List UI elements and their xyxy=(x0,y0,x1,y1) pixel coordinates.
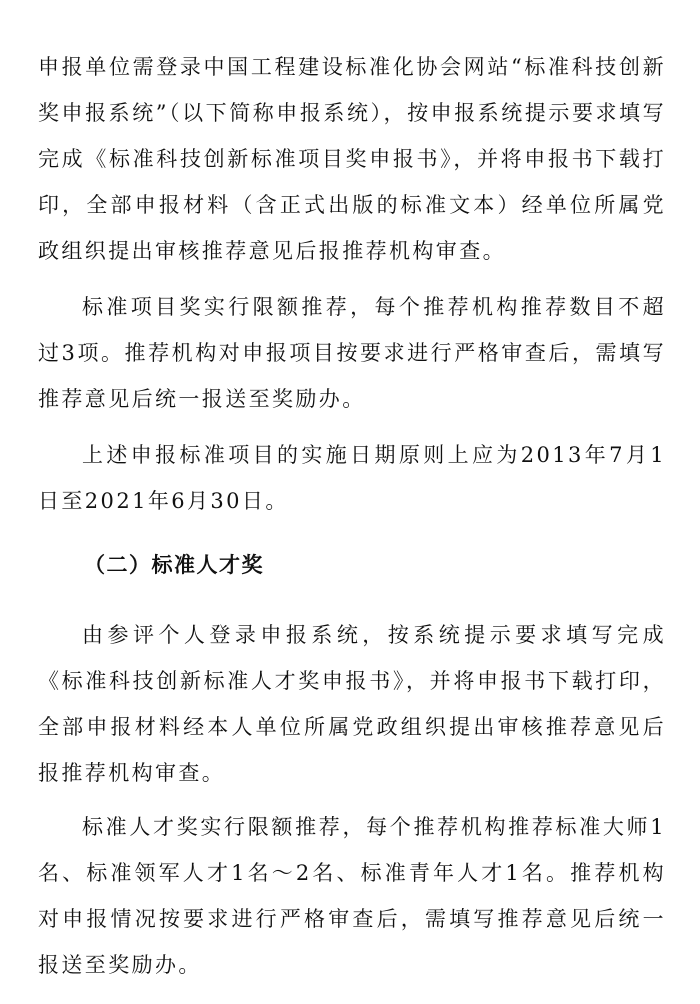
section-heading-talent-award: （二）标准人才奖 xyxy=(84,553,264,577)
paragraph-project-award-quota: 标准项目奖实行限额推荐，每个推荐机构推荐数目不超过3项。推荐机构对申报项目按要求进行严格审查后，需填写推荐意见后统一报送至奖励办。 xyxy=(38,295,666,411)
paragraph-talent-award-quota: 标准人才奖实行限额推荐，每个推荐机构推荐标准大师1名、标准领军人才1名～2名、标准青年人才1名。推荐机构对申报情况按要求进行严格审查后，需填写推荐意见后统一报送至奖励办。 xyxy=(38,815,666,977)
paragraph-talent-award-procedure: 由参评个人登录申报系统，按系统提示要求填写完成《标准科技创新标准人才奖申报书》，并将申报书下载打印，全部申报材料经本人单位所属党政组织提出审核推荐意见后报推荐机构审查。 xyxy=(38,623,666,785)
paragraph-application-procedure: 申报单位需登录中国工程建设标准化协会网站“标准科技创新奖申报系统”（以下简称申报系统），按申报系统提示要求填写完成《标准科技创新标准项目奖申报书》，并将申报书下载打印，全部申报材料（含正式出版的标准文本）经单位所属党政组织提出审核推荐意见后报推荐机构审查。 xyxy=(38,55,666,263)
paragraph-implementation-dates: 上述申报标准项目的实施日期原则上应为2013年7月1日至2021年6月30日。 xyxy=(38,443,666,513)
